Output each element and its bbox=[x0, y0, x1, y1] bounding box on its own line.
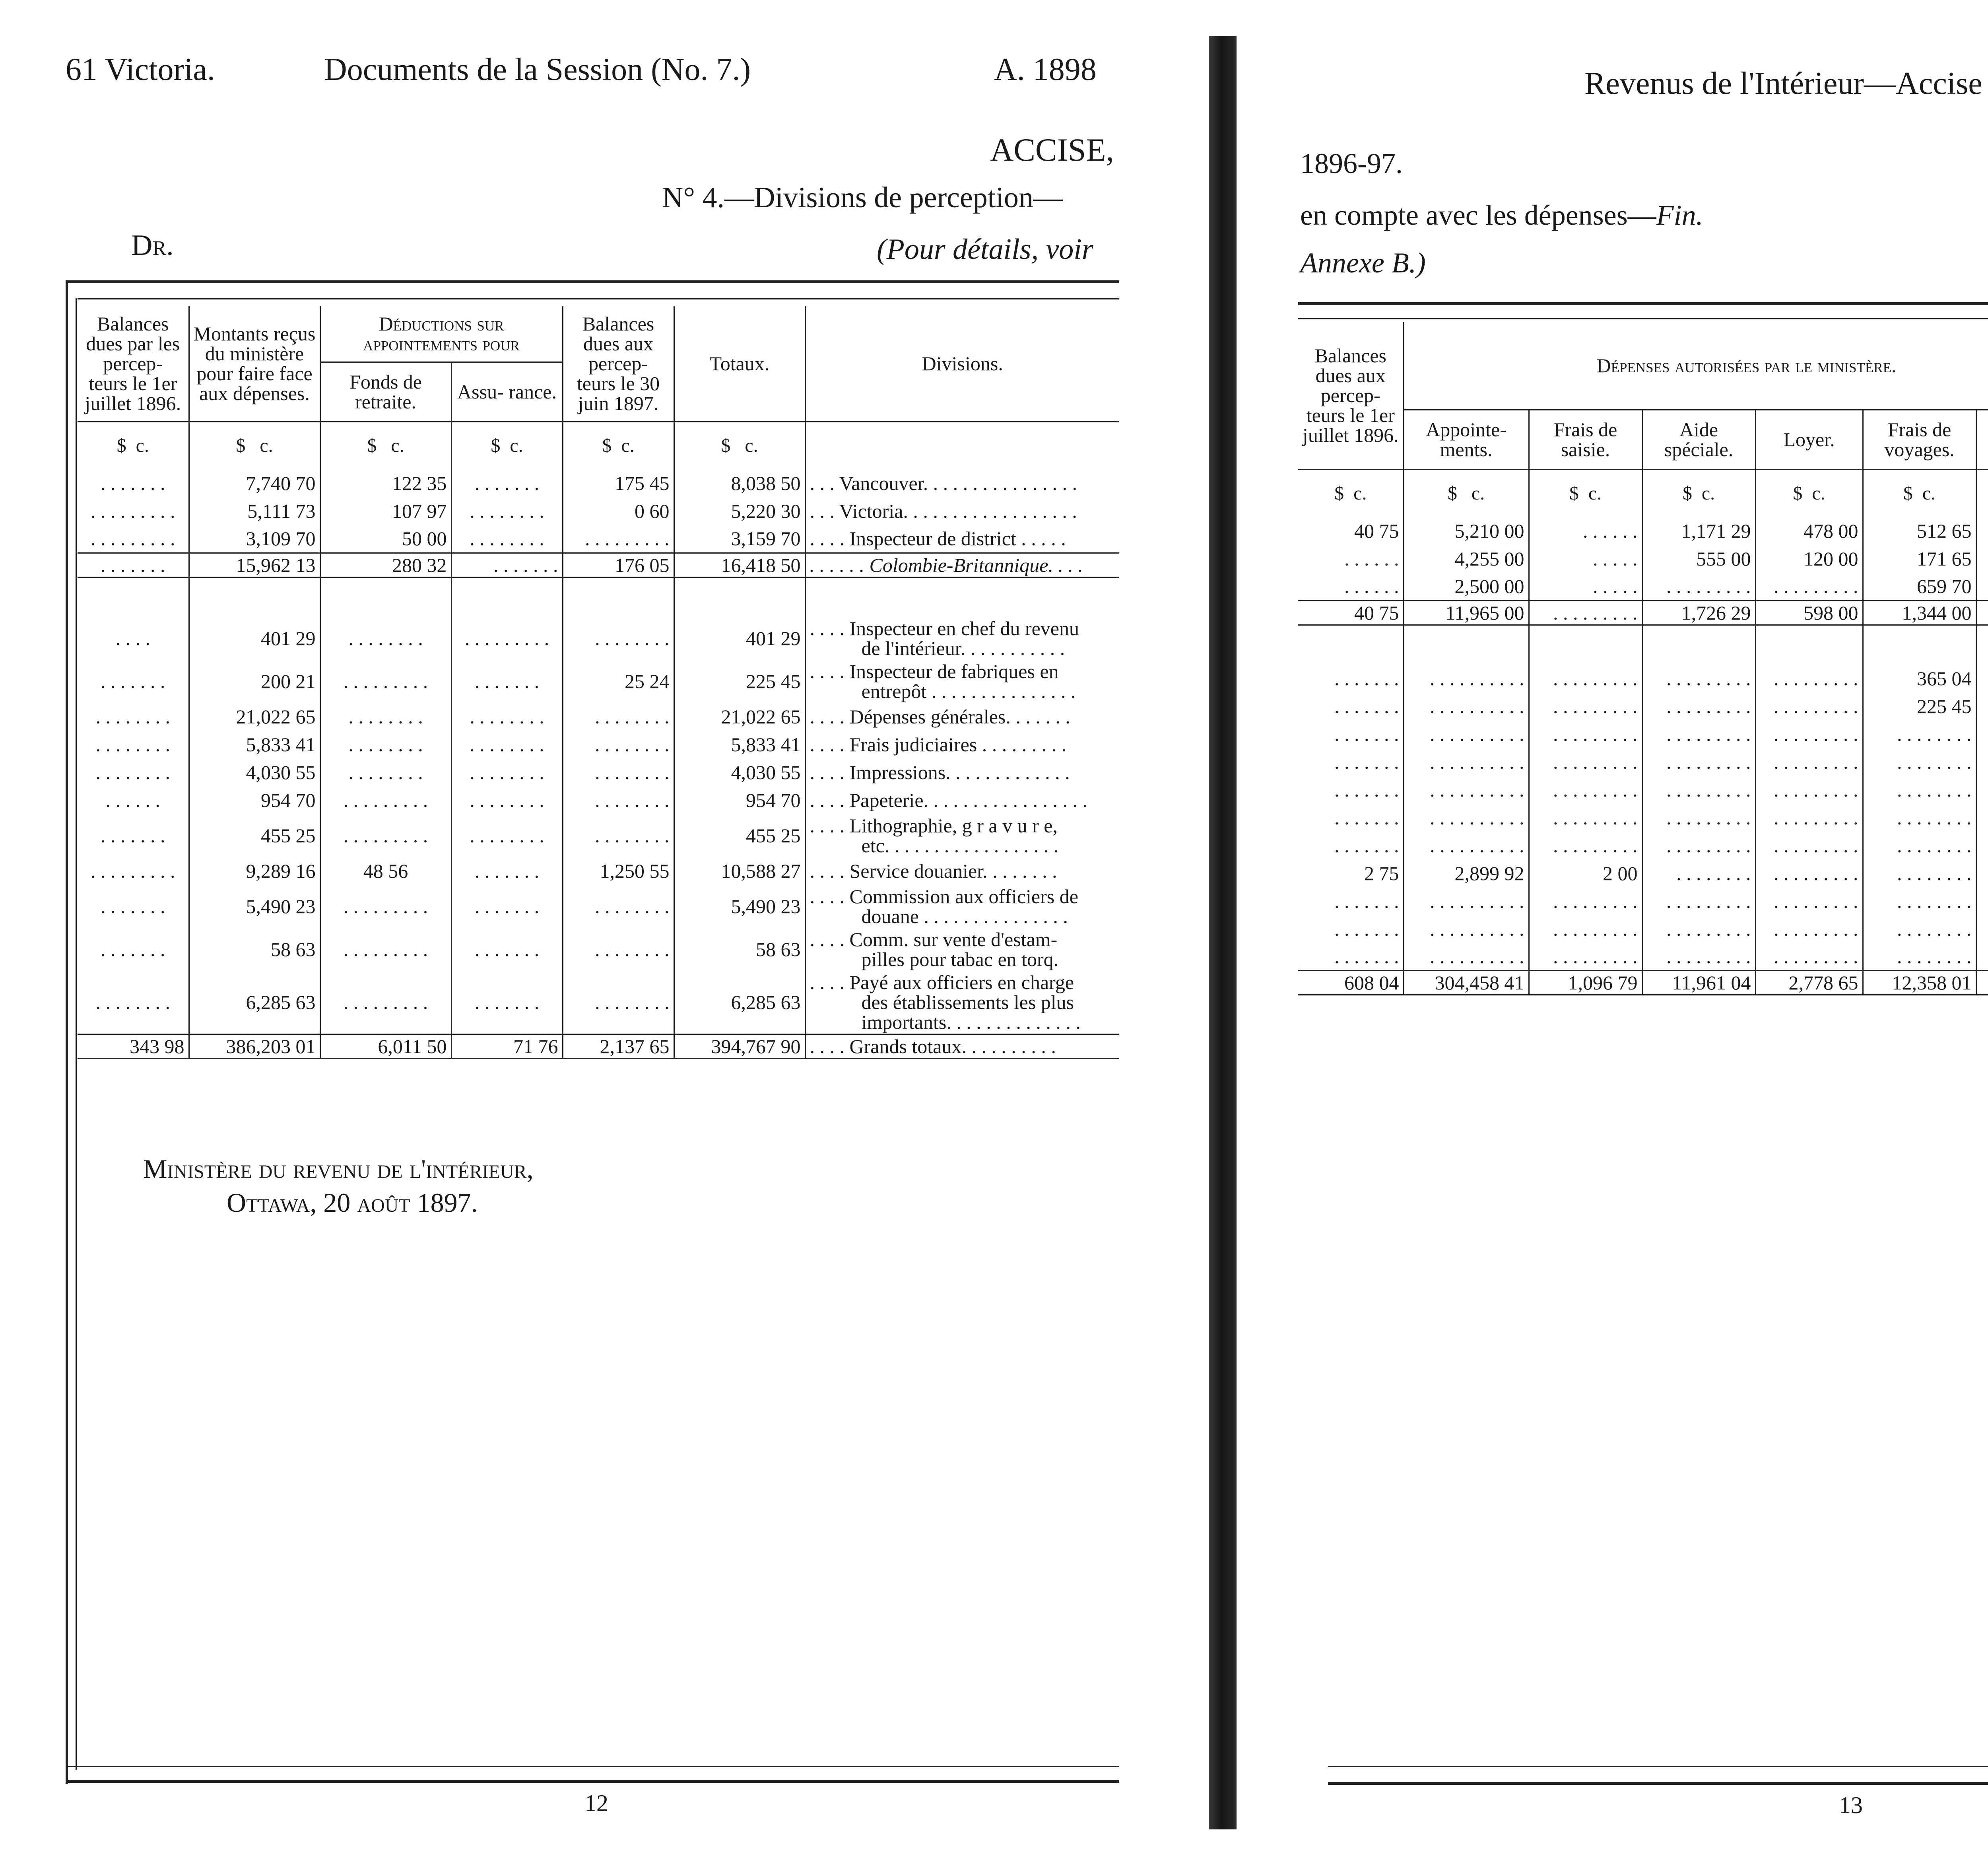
page-title: ACCISE, bbox=[990, 132, 1114, 168]
right-subtitle: en compte avec les dépenses—Fin. bbox=[1300, 199, 1703, 231]
table-row: . . . . . . . . . 9,289 16 48 56 . . . . . . . 1,250 55 10,588 27 . . . . Service douanier. . . . . . . . bbox=[78, 857, 1119, 885]
division-label: entrepôt . . . . . . . . . . . . . . . bbox=[861, 680, 1076, 702]
table-row-subtotal: 40 75 11,965 00 . . . . . . . . . 1,726 29 598 00 1,344 00 bbox=[1298, 601, 1988, 625]
table-row: . . . . . . 954 70 . . . . . . . . . . . . . . . . . . . . . . . . . 954 70 . . . . Papeterie. . . . . . . . . . . . . . . . . bbox=[78, 786, 1119, 814]
debit-label: Dr. bbox=[131, 229, 174, 262]
table-row: . . . . . . 4,255 00 . . . . . 555 00 120 00 171 65 bbox=[1298, 545, 1988, 573]
table-row: . . . . . . . . . . . . . . . . . . . . . . . . . . . . . . . . . . . . . . . . . . . . 225 45 bbox=[1298, 692, 1988, 720]
table-row: . . . . . . . . 4,030 55 . . . . . . . . . . . . . . . . . . . . . . . . 4,030 55 . . . . Impressions. . . . . . . . . . . . . bbox=[78, 758, 1119, 786]
col-frais-voyages: Frais de voyages. bbox=[1863, 410, 1976, 469]
page-number-right: 13 bbox=[1839, 1792, 1863, 1818]
table-row: . . . . . . . . . . . . . . . . . . . . . . . . . . . . . . . . . . . . . . . . . . . . 365 04 bbox=[1298, 665, 1988, 692]
division-label: importants. . . . . . . . . . . . . . bbox=[861, 1011, 1081, 1033]
division-label: douane . . . . . . . . . . . . . . . bbox=[861, 905, 1068, 927]
col-frais-saisie: Frais de saisie. bbox=[1529, 410, 1642, 469]
table-row: . . . . . . . . 5,833 41 . . . . . . . . . . . . . . . . . . . . . . . . 5,833 41 . . . . Frais judiciaires . . . . . . . . . bbox=[78, 731, 1119, 758]
col-appointements: Appointe- ments. bbox=[1404, 410, 1529, 469]
right-header: Revenus de l'Intérieur—Accise bbox=[1584, 66, 1982, 101]
table-row: . . . . . . . 200 21 . . . . . . . . . . . . . . . . 25 24 225 45 . . . . Inspecteur de fabriques en entrepôt . . . . . . . . . . . . . . . bbox=[78, 660, 1119, 703]
page-number-left: 12 bbox=[584, 1790, 608, 1816]
division-label: . . . . Dépenses générales. . . . . . . bbox=[810, 705, 1070, 728]
annexe-label: Annexe B.) bbox=[1300, 247, 1426, 279]
top-rule-thin bbox=[78, 298, 1119, 299]
division-label: . . . . Comm. sur vente d'estam- bbox=[810, 928, 1058, 950]
table-row: . . . . . . . . . . . . . . . . . . . . . . . . . . . . . . . . . . . . . . . . . . . . . . . . . . . . bbox=[1298, 943, 1988, 971]
table-row: . . . . . . . 5,490 23 . . . . . . . . . . . . . . . . . . . . . . . . 5,490 23 . . . . Commission aux officiers de douane . . . . . . . . . . . . . . . bbox=[78, 885, 1119, 928]
division-label: . . . . Frais judiciaires . . . . . . . . . bbox=[810, 733, 1067, 756]
col-assurance: Assu- rance. bbox=[451, 362, 563, 422]
division-label: . . . . Papeterie. . . . . . . . . . . . . . . . . bbox=[810, 789, 1088, 811]
col-balances-dues-aux: Balances dues aux percep- teurs le 1er juillet 1896. bbox=[1298, 322, 1404, 469]
col-divers bbox=[1976, 410, 1988, 469]
table-row: . . . . . . . . . . . . . . . . . . . . . . . . . . . . . . . . . . . . . . . . . . . . . . . . . . . . bbox=[1298, 720, 1988, 748]
division-label: . . . Victoria. . . . . . . . . . . . . . . . . . bbox=[810, 500, 1077, 522]
col-totaux: Totaux. bbox=[674, 306, 805, 422]
col-aide-speciale: Aide spéciale. bbox=[1642, 410, 1755, 469]
table-row: . . . . . . . . 21,022 65 . . . . . . . . . . . . . . . . . . . . . . . . 21,022 65 . . . . Dépenses générales. . . . . . . bbox=[78, 703, 1119, 731]
col-balances-dues-par: Balances dues par les percep- teurs le 1er juillet 1896. bbox=[78, 306, 189, 422]
table-row-grand-total: 343 98 386,203 01 6,011 50 71 76 2,137 65 394,767 90 . . . . Grands totaux. . . . . . . . . . bbox=[78, 1034, 1119, 1058]
left-frame-outer bbox=[66, 280, 68, 1784]
ministry-footer: Ministère du revenu de l'intérieur, bbox=[143, 1154, 534, 1184]
table-row: . . . . 401 29 . . . . . . . . . . . . . . . . . . . . . . . . . 401 29 . . . . Inspecteur en chef du revenu de l'intérieur. . . . . . . . . . . bbox=[78, 617, 1119, 660]
division-label: . . . . Lithographie, g r a v u r e, bbox=[810, 814, 1058, 837]
division-label: des établissements les plus bbox=[861, 991, 1074, 1013]
page-subtitle-detail: (Pour détails, voir bbox=[877, 233, 1093, 266]
col-balances-dues-aux: Balances dues aux percep- teurs le 30 juin 1897. bbox=[563, 306, 674, 422]
header-left: 61 Victoria. bbox=[66, 52, 215, 87]
page-binding-gutter bbox=[1209, 36, 1237, 1829]
table-row: 40 75 5,210 00 . . . . . . 1,171 29 478 00 512 65 bbox=[1298, 517, 1988, 545]
division-label: . . . . Impressions. . . . . . . . . . . . . bbox=[810, 761, 1070, 783]
table-row: . . . . . . 2,500 00 . . . . . . . . . . . . . . . . . . . . . . . 659 70 bbox=[1298, 573, 1988, 601]
table-row-subtotal: . . . . . . . 15,962 13 280 32 . . . . . . . 176 05 16,418 50 . . . . . . Colombie-Britannique. . . . bbox=[78, 553, 1119, 577]
bottom-rule bbox=[1328, 1782, 1988, 1785]
units-row: $ c. $ c. $ c. $ c. $ c. $ c. bbox=[78, 422, 1119, 469]
table-row: . . . . . . . . . . . . . . . . . . . . . . . . . . . . . . . . . . . . . . . . . . . . . . . . . . . . bbox=[1298, 776, 1988, 804]
table-row: . . . . . . . . . 3,109 70 50 00 . . . . . . . . . . . . . . . . . 3,159 70 . . . . Inspecteur de district . . . . . bbox=[78, 525, 1119, 553]
right-page bbox=[1256, 0, 1988, 1866]
division-label: . . . . Commission aux officiers de bbox=[810, 885, 1078, 908]
bottom-rule bbox=[66, 1780, 1119, 1783]
table-row: . . . . . . . . . . . . . . . . . . . . . . . . . . . . . . . . . . . . . . . . . . . . . . . . . . . . bbox=[1298, 804, 1988, 832]
bottom-rule-thin bbox=[1328, 1766, 1988, 1767]
division-label: de l'intérieur. . . . . . . . . . . bbox=[861, 637, 1065, 659]
table-row: 2 75 2,899 92 2 00 . . . . . . . . . . . . . . . . . . . . . . . . . bbox=[1298, 859, 1988, 887]
division-label: . . . . Inspecteur de fabriques en bbox=[810, 660, 1059, 682]
division-label: . . . . Service douanier. . . . . . . . bbox=[810, 859, 1057, 882]
col-loyer: Loyer. bbox=[1755, 410, 1863, 469]
header-right: A. 1898 bbox=[994, 52, 1097, 87]
year-label: 1896-97. bbox=[1300, 148, 1403, 179]
table-row: . . . . . . . . . . . . . . . . . . . . . . . . . . . . . . . . . . . . . . . . . . . . . . . . . . . . bbox=[1298, 832, 1988, 859]
table-row: . . . . . . . . . . . . . . . . . . . . . . . . . . . . . . . . . . . . . . . . . . . . . . . . . . . . bbox=[1298, 915, 1988, 943]
accise-credit-table bbox=[1298, 322, 1988, 995]
col-depenses: Dépenses autorisées par le ministère. bbox=[1404, 322, 1988, 410]
table-row: . . . . . . . . . . . . . . . . . . . . . . . . . . . . . . . . . . . . . . . . . . . . . . . . . . . . bbox=[1298, 887, 1988, 915]
col-montants: Montants reçus du ministère pour faire face aux dépenses. bbox=[189, 306, 320, 422]
table-row-grand-total: 608 04 304,458 41 1,096 79 11,961 04 2,778 65 12,358 01 bbox=[1298, 971, 1988, 995]
ministry-footer-date: Ottawa, 20 août 1897. bbox=[227, 1188, 478, 1218]
top-rule bbox=[66, 280, 1119, 283]
bottom-rule-thin bbox=[66, 1766, 1119, 1767]
header-center: Documents de la Session (No. 7.) bbox=[324, 52, 751, 87]
table-row: . . . . . . . 7,740 70 122 35 . . . . . . . 175 45 8,038 50 . . . Vancouver. . . . . . . . . . . . . . . . bbox=[78, 469, 1119, 497]
left-frame-inner bbox=[76, 298, 77, 1770]
division-label: . . . . Inspecteur de district . . . . . bbox=[810, 527, 1066, 550]
division-label: etc. . . . . . . . . . . . . . . . . . bbox=[861, 834, 1059, 857]
table-row: . . . . . . . 58 63 . . . . . . . . . . . . . . . . . . . . . . . . 58 63 . . . . Comm. sur vente d'estam- pilles pour tabac en torq. bbox=[78, 928, 1119, 971]
table-row: . . . . . . . . . 5,111 73 107 97 . . . . . . . . 0 60 5,220 30 . . . Victoria. . . . . . . . . . . . . . . . . . bbox=[78, 497, 1119, 525]
division-label: . . . Vancouver. . . . . . . . . . . . . . . . bbox=[810, 472, 1077, 494]
col-fonds-retraite: Fonds de retraite. bbox=[320, 362, 451, 422]
col-divisions: Divisions. bbox=[805, 306, 1119, 422]
table-row: . . . . . . . 455 25 . . . . . . . . . . . . . . . . . . . . . . . . . 455 25 . . . . Lithographie, g r a v u r e, etc. . . . . . . . . . . . . . . . . . bbox=[78, 814, 1119, 857]
table-row: . . . . . . . . 6,285 63 . . . . . . . . . . . . . . . . . . . . . . . . 6,285 63 . . . . Payé aux officiers en charge des établissements les plus importants. . . . . . . . . . . . . . bbox=[78, 971, 1119, 1034]
division-label: . . . . Inspecteur en chef du revenu bbox=[810, 617, 1079, 639]
page-subtitle: N° 4.—Divisions de perception— bbox=[662, 181, 1063, 214]
top-rule-thin bbox=[1298, 318, 1988, 319]
col-deductions: Déductions sur appointements pour bbox=[320, 306, 563, 362]
units-row: $ c. $ c. $ c. $ c. $ c. $ c. bbox=[1298, 469, 1988, 517]
top-rule bbox=[1298, 302, 1988, 305]
division-label: pilles pour tabac en torq. bbox=[861, 948, 1059, 970]
accise-debit-table bbox=[78, 306, 1119, 1059]
table-row: . . . . . . . . . . . . . . . . . . . . . . . . . . . . . . . . . . . . . . . . . . . . . . . . . . . . bbox=[1298, 748, 1988, 776]
division-label: . . . . Payé aux officiers en charge bbox=[810, 971, 1074, 993]
